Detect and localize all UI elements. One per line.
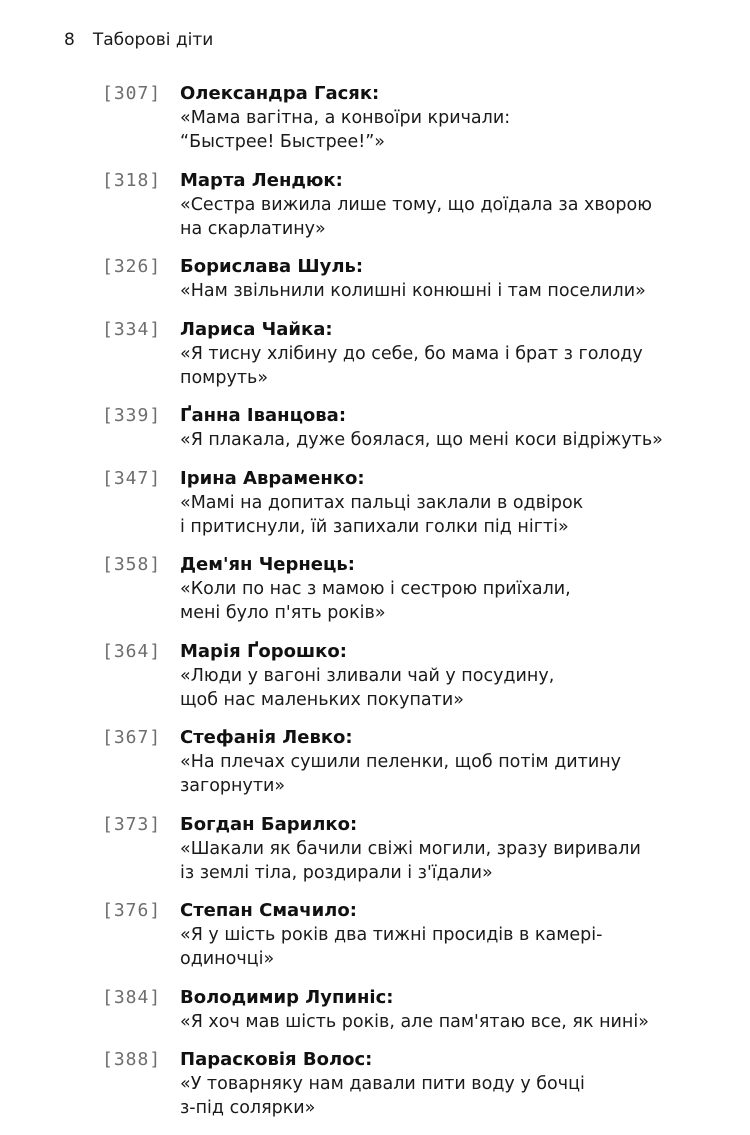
entry-quote: «Я плакала, дуже боялася, що мені коси відріжуть» bbox=[180, 430, 663, 450]
entry-body bbox=[180, 1048, 690, 1120]
entry-body bbox=[180, 169, 690, 241]
entry-name: Ґанна Іванцова: bbox=[180, 405, 347, 426]
testimony-list bbox=[102, 82, 690, 1135]
entry-body bbox=[180, 899, 690, 971]
entry-number: [334] bbox=[102, 318, 162, 340]
entry-number: [347] bbox=[102, 467, 162, 489]
entry-body bbox=[180, 813, 690, 885]
entry-number: [384] bbox=[102, 986, 162, 1008]
entry-body bbox=[180, 553, 690, 625]
testimony-entry bbox=[102, 318, 690, 390]
entry-name: Степан Смачило: bbox=[180, 900, 357, 921]
entry-number: [318] bbox=[102, 169, 162, 191]
entry-name: Лариса Чайка: bbox=[180, 318, 333, 340]
entry-name: Ірина Авраменко: bbox=[180, 467, 365, 489]
entry-body bbox=[180, 404, 690, 452]
entry-quote: «Я тисну хлібину до себе, бо мама і брат з голоду помруть» bbox=[180, 343, 643, 388]
entry-body bbox=[180, 82, 690, 154]
entry-number: [339] bbox=[102, 405, 162, 426]
page-number: 8 bbox=[64, 30, 75, 50]
entry-body bbox=[180, 255, 690, 303]
entry-name: Володимир Лупиніс: bbox=[180, 986, 394, 1008]
entry-name: Стефанія Левко: bbox=[180, 727, 353, 748]
testimony-entry bbox=[102, 467, 690, 539]
entry-quote: «Сестра вижила лише тому, що доїдала за хворою на скарлатину» bbox=[180, 194, 652, 239]
entry-number: [358] bbox=[102, 554, 162, 575]
testimony-entry bbox=[102, 813, 690, 885]
entry-name: Олександра Гасяк: bbox=[180, 83, 380, 104]
entry-body bbox=[180, 318, 690, 390]
entry-number: [373] bbox=[102, 813, 162, 835]
entry-number: [376] bbox=[102, 900, 162, 921]
entry-name: Дем'ян Чернець: bbox=[180, 554, 355, 575]
testimony-entry bbox=[102, 986, 690, 1034]
entry-quote: «У товарняку нам давали пити воду у бочці з-під солярки» bbox=[180, 1074, 585, 1118]
entry-name: Марія Ґорошко: bbox=[180, 640, 347, 662]
entry-name: Марта Лендюк: bbox=[180, 169, 343, 191]
entry-quote: «Я у шість років два тижні просидів в камері- одиночці» bbox=[180, 925, 603, 969]
entry-quote: «На плечах сушили пеленки, щоб потім дитину загорнути» bbox=[180, 752, 622, 796]
testimony-entry bbox=[102, 899, 690, 971]
entry-name: Борислава Шуль: bbox=[180, 256, 364, 277]
entry-quote: «Мама вагітна, а конвоїри кричали: “Быстрее! Быстрее!”» bbox=[180, 108, 511, 152]
testimony-entry bbox=[102, 404, 690, 452]
entry-quote: «Мамі на допитах пальці заклали в одвірок і притиснули, їй запихали голки під нігті» bbox=[180, 492, 584, 537]
testimony-entry bbox=[102, 82, 690, 154]
testimony-entry bbox=[102, 1048, 690, 1120]
entry-number: [364] bbox=[102, 640, 162, 662]
entry-body bbox=[180, 467, 690, 539]
entry-quote: «Шакали як бачили свіжі могили, зразу виривали із землі тіла, роздирали і з'їдали» bbox=[180, 838, 641, 883]
testimony-entry bbox=[102, 726, 690, 798]
entry-number: [326] bbox=[102, 256, 162, 277]
testimony-entry bbox=[102, 169, 690, 241]
entry-quote: «Я хоч мав шість років, але пам'ятаю все, як нині» bbox=[180, 1011, 649, 1032]
entry-quote: «Нам звільнили колишні конюшні і там поселили» bbox=[180, 281, 646, 301]
entry-body bbox=[180, 726, 690, 798]
entry-number: [307] bbox=[102, 83, 162, 104]
testimony-entry bbox=[102, 640, 690, 712]
entry-number: [367] bbox=[102, 727, 162, 748]
page-header bbox=[64, 30, 213, 50]
page-title: Таборові діти bbox=[92, 30, 214, 50]
entry-number: [388] bbox=[102, 1049, 162, 1070]
entry-quote: «Люди у вагоні зливали чай у посудину, щоб нас маленьких покупати» bbox=[180, 665, 555, 710]
entry-name: Богдан Барилко: bbox=[180, 813, 358, 835]
entry-quote: «Коли по нас з мамою і сестрою приїхали, мені було п'ять років» bbox=[180, 579, 571, 623]
entry-body bbox=[180, 986, 690, 1034]
entry-body bbox=[180, 640, 690, 712]
testimony-entry bbox=[102, 255, 690, 303]
entry-name: Парасковія Волос: bbox=[180, 1049, 373, 1070]
testimony-entry bbox=[102, 553, 690, 625]
